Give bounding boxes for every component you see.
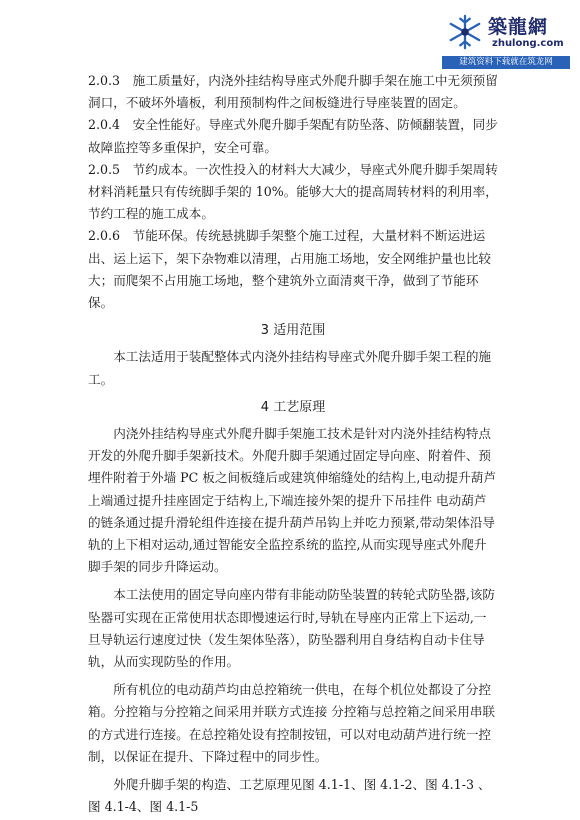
paragraph-2-0-6: 2.0.6 节能环保。传统悬挑脚手架整个施工过程，大量材料不断运进运出、运上运下，架下杂物难以清理，占用施工场地，安全网维护量也比较大；而爬架不占用施工场地，整个建筑外立面清爽干净，做到了节能环保。 [88,228,491,311]
logo-tagline: 建筑资料下载就在筑龙网 [442,56,570,69]
section-3-body: 本工法适用于装配整体式内浇外挂结构导座式外爬升脚手架工程的施工。 [88,349,491,387]
section-4-paragraph-3: 所有机位的电动葫芦均由总控箱统一供电，在每个机位处都设了分控箱。分控箱与分控箱之间采用并联方式连接 分控箱与总控箱之间采用串联的方式进行连接。在总控箱处设有控制按钮，可以对电动葫芦进行统一控制，以保证在提升、下降过程中的同步性。 [88,682,496,764]
section-4-paragraph-2: 本工法使用的固定导向座内带有非能动防坠装置的转轮式防坠器,该防坠器可实现在正常使用状态即慢速运行时,导轨在导座内正常上下运动,一旦导轨运行速度过快（发生架体坠落），防坠器利用自身结构自动卡住导轨，从而实现防坠的作用。 [88,587,496,670]
section-4-paragraph-4: 外爬升脚手架的构造、工艺原理见图 4.1-1、图 4.1-2、图 4.1-3 、图 4.1-4、图 4.1-5 [88,777,491,815]
document-body [88,70,498,819]
section-3-title: 3 适用范围 [260,323,326,339]
zhulong-logo [440,6,572,70]
section-4-paragraph-1: 内浇外挂结构导座式外爬升脚手架施工技术是针对内浇外挂结构特点开发的外爬升脚手架新技术。外爬升脚手架通过固定导向座、附着件、预埋件附着于外墙 PC 板之间板缝后或建筑伸缩缝处的结构上,电动提升葫芦上端通过提升挂座固定于结构上,下端连接外架的提升下吊挂件 电动葫芦的链条通过提升滑轮组件连接在提升葫芦吊钩上并吃力预紧,带动架体沿导轨的上下相对运动,通过智能安全监控系统的监控,从而实现导座式外爬升脚手架的同步升降运动。 [88,426,496,575]
paragraph-2-0-5: 2.0.5 节约成本。一次性投入的材料大大减少，导座式外爬升脚手架周转材料消耗量只有传统脚手架的 10%。能够大大的提高周转材料的利用率，节约工程的施工成本。 [88,161,498,222]
snowflake-logo-icon [446,12,484,52]
paragraph-2-0-3: 2.0.3 施工质量好，内浇外挂结构导座式外爬升脚手架在施工中无须预留洞口，不破坏外墙板，利用预制构件之间板缝进行导座装置的固定。 [88,73,498,111]
paragraph-2-0-4: 2.0.4 安全性能好。导座式外爬升脚手架配有防坠落、防倾翻装置，同步故障监控等多重保护，安全可靠。 [88,117,498,155]
logo-name: 築龍網 [488,16,549,38]
section-4-title: 4 工艺原理 [260,399,326,415]
logo-domain: zhulong.com [492,38,564,49]
